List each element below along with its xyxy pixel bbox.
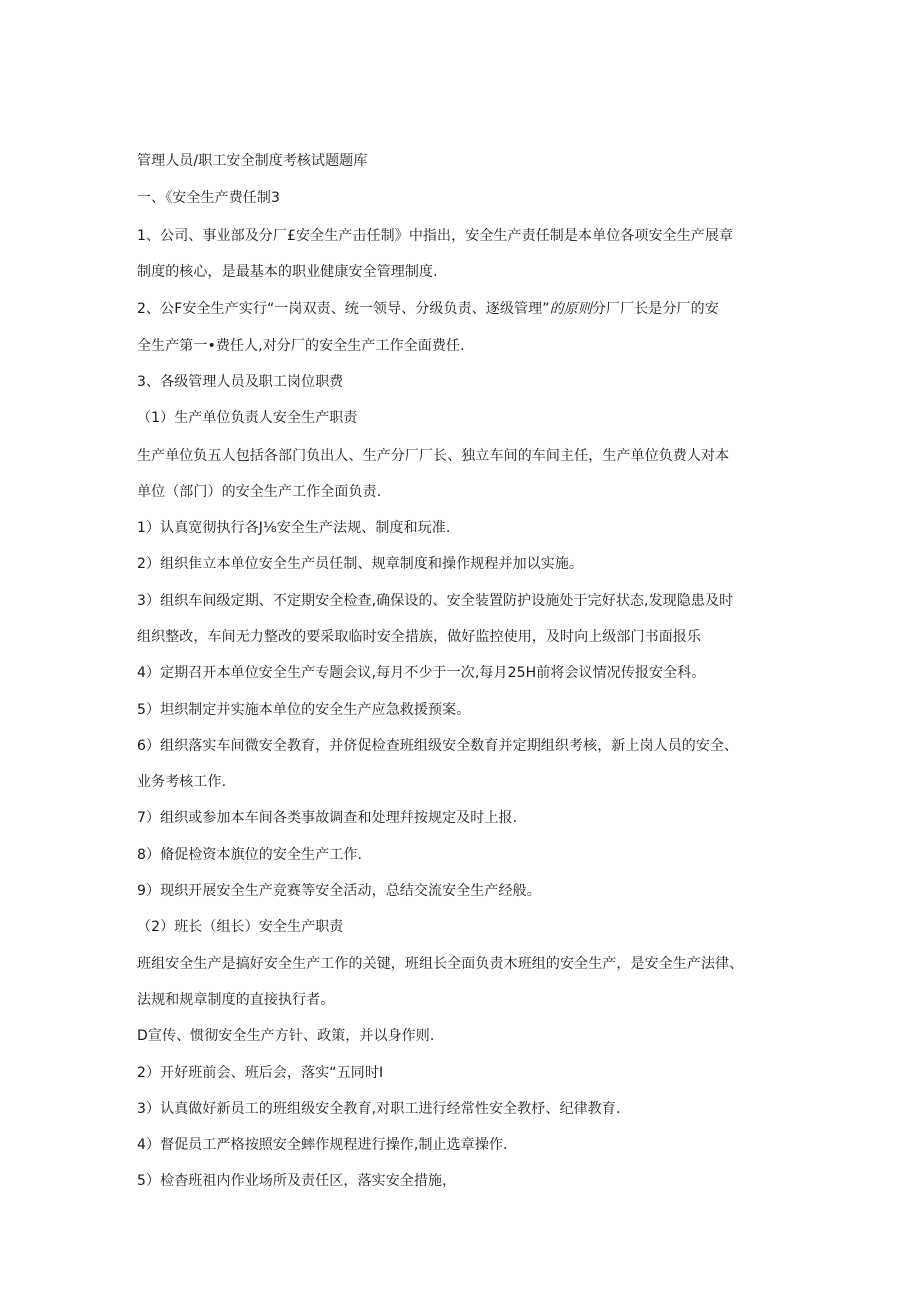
paragraph-text: 分厂厂长是分厂的安: [591, 301, 719, 317]
paragraph-line: [137, 299, 797, 319]
list-item: 3）组织车间级定期、不定期安全检查,确保设的、安全装置防护设施处于完好状态,发现隐患及时: [137, 593, 734, 609]
list-item: 7）组织或参加本车间各类事故调查和处理幷按规定及时上报.: [137, 810, 518, 826]
paragraph-line: 班组安全生产是搞好安全生产工作的关键，班组长全面负责木班组的安全生产，是安全生产法律、: [137, 956, 744, 972]
section-heading: 一、《安全生产费任制3: [137, 190, 281, 206]
list-item: 5）检杳班祖内作业场所及责任区，落实安全措施，: [137, 1173, 457, 1189]
paragraph-line: 3、各级管理人员及职工岗位职费: [137, 374, 344, 390]
list-item: 组织整改，车间无力整改的要采取临时安全措族，做好监控使用，及时向上级部门书面报乐: [137, 629, 701, 645]
list-item: 1）认真宽彻执行各J⅛安全生产法规、制度和玩准.: [137, 520, 451, 536]
list-item: 4）定期召开本单位安全生产专题会议,每月不少于一次,每月25H前将会议情况传报安全科。: [137, 665, 706, 681]
list-item: 2）开好班前会、班后会，落实“五同时I: [137, 1065, 384, 1081]
list-item: 2）组织隹立本单位安全生产员任制、规章制度和操作规程并加以实施。: [137, 556, 584, 572]
subsection-heading: （1）生产单位负责人安全生产职责: [137, 410, 358, 426]
paragraph-line: 生产单位负五人包括各部门负出人、生产分厂厂长、独立车间的车间主任，生产单位负费人对本: [137, 448, 730, 464]
subsection-heading: （2）班长（组长）安全生产职责: [137, 919, 344, 935]
list-item: D宣传、惯彻安全生产方针、政策，并以身作则.: [137, 1028, 435, 1044]
list-item: 8）脩促检资本旗位的安全生产工作.: [137, 847, 363, 863]
italic-text: 的原则: [549, 301, 592, 317]
paragraph-line: 法规和规章制度的直接执行者。: [137, 992, 335, 1008]
paragraph-line: 1、公司、事业部及分厂£安全生产击任制》中指出，安全生产责任制是本单位各项安全生产展章: [137, 228, 734, 244]
list-item: 9）现织开展安全生产竞赛等安全活动，总结交流安全生产经般。: [137, 883, 541, 899]
list-item: 3）认真做好新员工的班组级安全教育,对职工进行经常性安全教杼、纪律教育.: [137, 1101, 621, 1117]
list-item: 6）组织落实车间微安全教育，并侪促检查班组级安全数育并定期组织考核，新上岗人员的安全、: [137, 738, 739, 754]
paragraph-line: 全生产第一•费任人,对分厂的安全生产工作全面费任.: [137, 338, 465, 354]
list-item: 5）坦织制定并实施本单位的安全生产应急救援预案。: [137, 702, 471, 718]
paragraph-line: 制度的核心，是最基本的职业健康安全管理制度.: [137, 264, 438, 280]
list-item: 4）督促员工严格按照安全蟀作规程进行操作,制止选章操作.: [137, 1137, 508, 1153]
list-item: 业务考核工作.: [137, 774, 227, 790]
paragraph-line: 单位（部门）的安全生产工作全面负责.: [137, 484, 382, 500]
document-title: 管理人员/职工安全制度考核试题题库: [137, 153, 368, 169]
paragraph-text: 2、公F安全生产实行“一岗双责、统一领导、分级负责、逐级管理”: [137, 301, 550, 317]
